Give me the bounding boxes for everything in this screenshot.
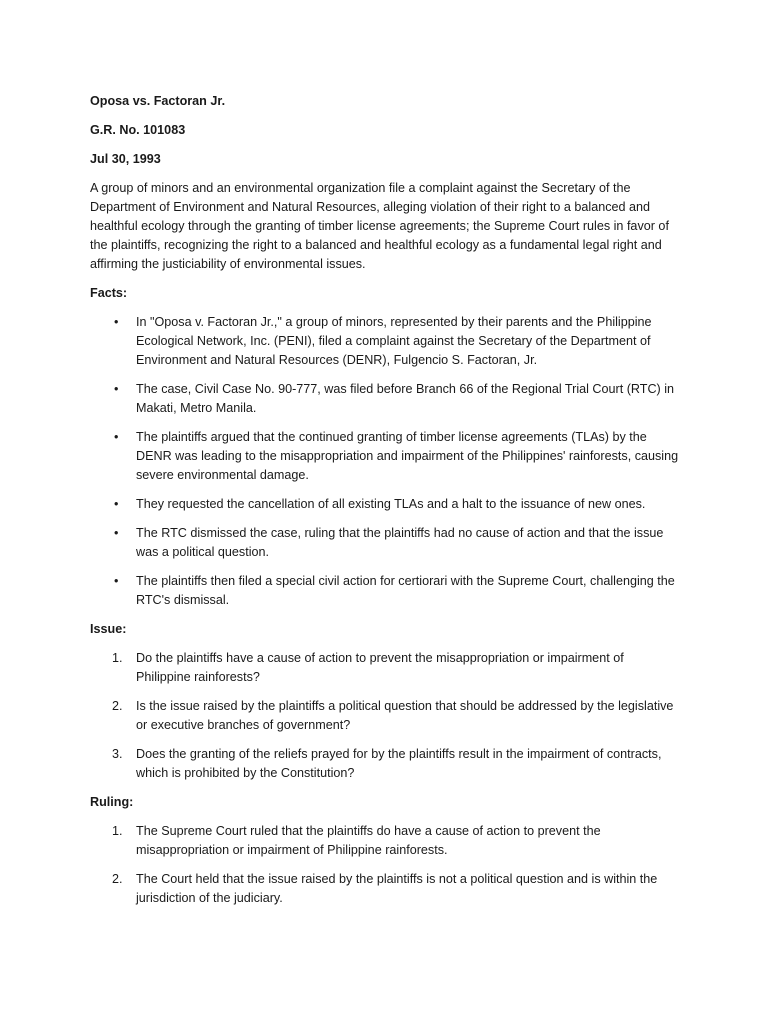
document-page: [90, 92, 680, 918]
issue-number: 2.: [112, 699, 123, 713]
facts-list: [90, 313, 680, 610]
issue-list-item: [90, 745, 680, 783]
bullet-icon: •: [114, 430, 119, 444]
gr-number: G.R. No. 101083: [90, 123, 186, 137]
ruling-number: 2.: [112, 872, 123, 886]
decision-date: Jul 30, 1993: [90, 152, 161, 166]
facts-list-item: [90, 495, 680, 514]
issue-list-item: [90, 697, 680, 735]
facts-heading: Facts:: [90, 286, 128, 300]
ruling-number: 1.: [112, 824, 123, 838]
issue-item-text: Does the granting of the reliefs prayed for by the plaintiffs result in the impairment of contracts, which is prohibited by the Constitution?: [136, 747, 662, 780]
issue-number: 3.: [112, 747, 123, 761]
facts-list-item: [90, 380, 680, 418]
facts-list-item: [90, 313, 680, 370]
facts-list-item: [90, 572, 680, 610]
ruling-list-item: [90, 822, 680, 860]
issue-item-text: Do the plaintiffs have a cause of action to prevent the misappropriation or impairment of Philippine rainforests?: [136, 651, 624, 684]
issue-number: 1.: [112, 651, 123, 665]
case-title: Oposa vs. Factoran Jr.: [90, 94, 226, 108]
facts-item-text: In "Oposa v. Factoran Jr.," a group of minors, represented by their parents and the Philippine Ecological Network, Inc. (PENI), filed a complaint against the Secretary of the Department of Environment and Natural Resources (DENR), Fulgencio S. Factoran, Jr.: [136, 315, 652, 367]
bullet-icon: •: [114, 497, 119, 511]
ruling-list: [90, 822, 680, 908]
facts-item-text: The plaintiffs then filed a special civil action for certiorari with the Supreme Court, challenging the RTC's dismissal.: [136, 574, 675, 607]
bullet-icon: •: [114, 526, 119, 540]
bullet-icon: •: [114, 574, 119, 588]
facts-list-item: [90, 428, 680, 485]
case-summary: A group of minors and an environmental organization file a complaint against the Secretary of the Department of Environment and Natural Resources, alleging violation of their right to a balanced and healthful ecology through the granting of timber license agreements; the Supreme Court rules in favor of the plaintiffs, recognizing the right to a balanced and healthful ecology as a fundamental legal right and affirming the justiciability of environmental issues.: [90, 181, 669, 271]
facts-item-text: The RTC dismissed the case, ruling that the plaintiffs had no cause of action and that the issue was a political question.: [136, 526, 664, 559]
issue-heading: Issue:: [90, 622, 127, 636]
issue-list: [90, 649, 680, 783]
ruling-heading: Ruling:: [90, 795, 134, 809]
bullet-icon: •: [114, 382, 119, 396]
issue-list-item: [90, 649, 680, 687]
ruling-item-text: The Supreme Court ruled that the plaintiffs do have a cause of action to prevent the misappropriation or impairment of Philippine rainforests.: [136, 824, 601, 857]
facts-item-text: The plaintiffs argued that the continued granting of timber license agreements (TLAs) by the DENR was leading to the misappropriation and impairment of the Philippines' rainforests, causing severe environmental damage.: [136, 430, 679, 482]
facts-list-item: [90, 524, 680, 562]
bullet-icon: •: [114, 315, 119, 329]
ruling-item-text: The Court held that the issue raised by the plaintiffs is not a political question and is within the jurisdiction of the judiciary.: [136, 872, 658, 905]
ruling-list-item: [90, 870, 680, 908]
facts-item-text: The case, Civil Case No. 90-777, was filed before Branch 66 of the Regional Trial Court (RTC) in Makati, Metro Manila.: [136, 382, 675, 415]
facts-item-text: They requested the cancellation of all existing TLAs and a halt to the issuance of new ones.: [136, 497, 646, 511]
issue-item-text: Is the issue raised by the plaintiffs a political question that should be addressed by the legislative or executive branches of government?: [136, 699, 674, 732]
